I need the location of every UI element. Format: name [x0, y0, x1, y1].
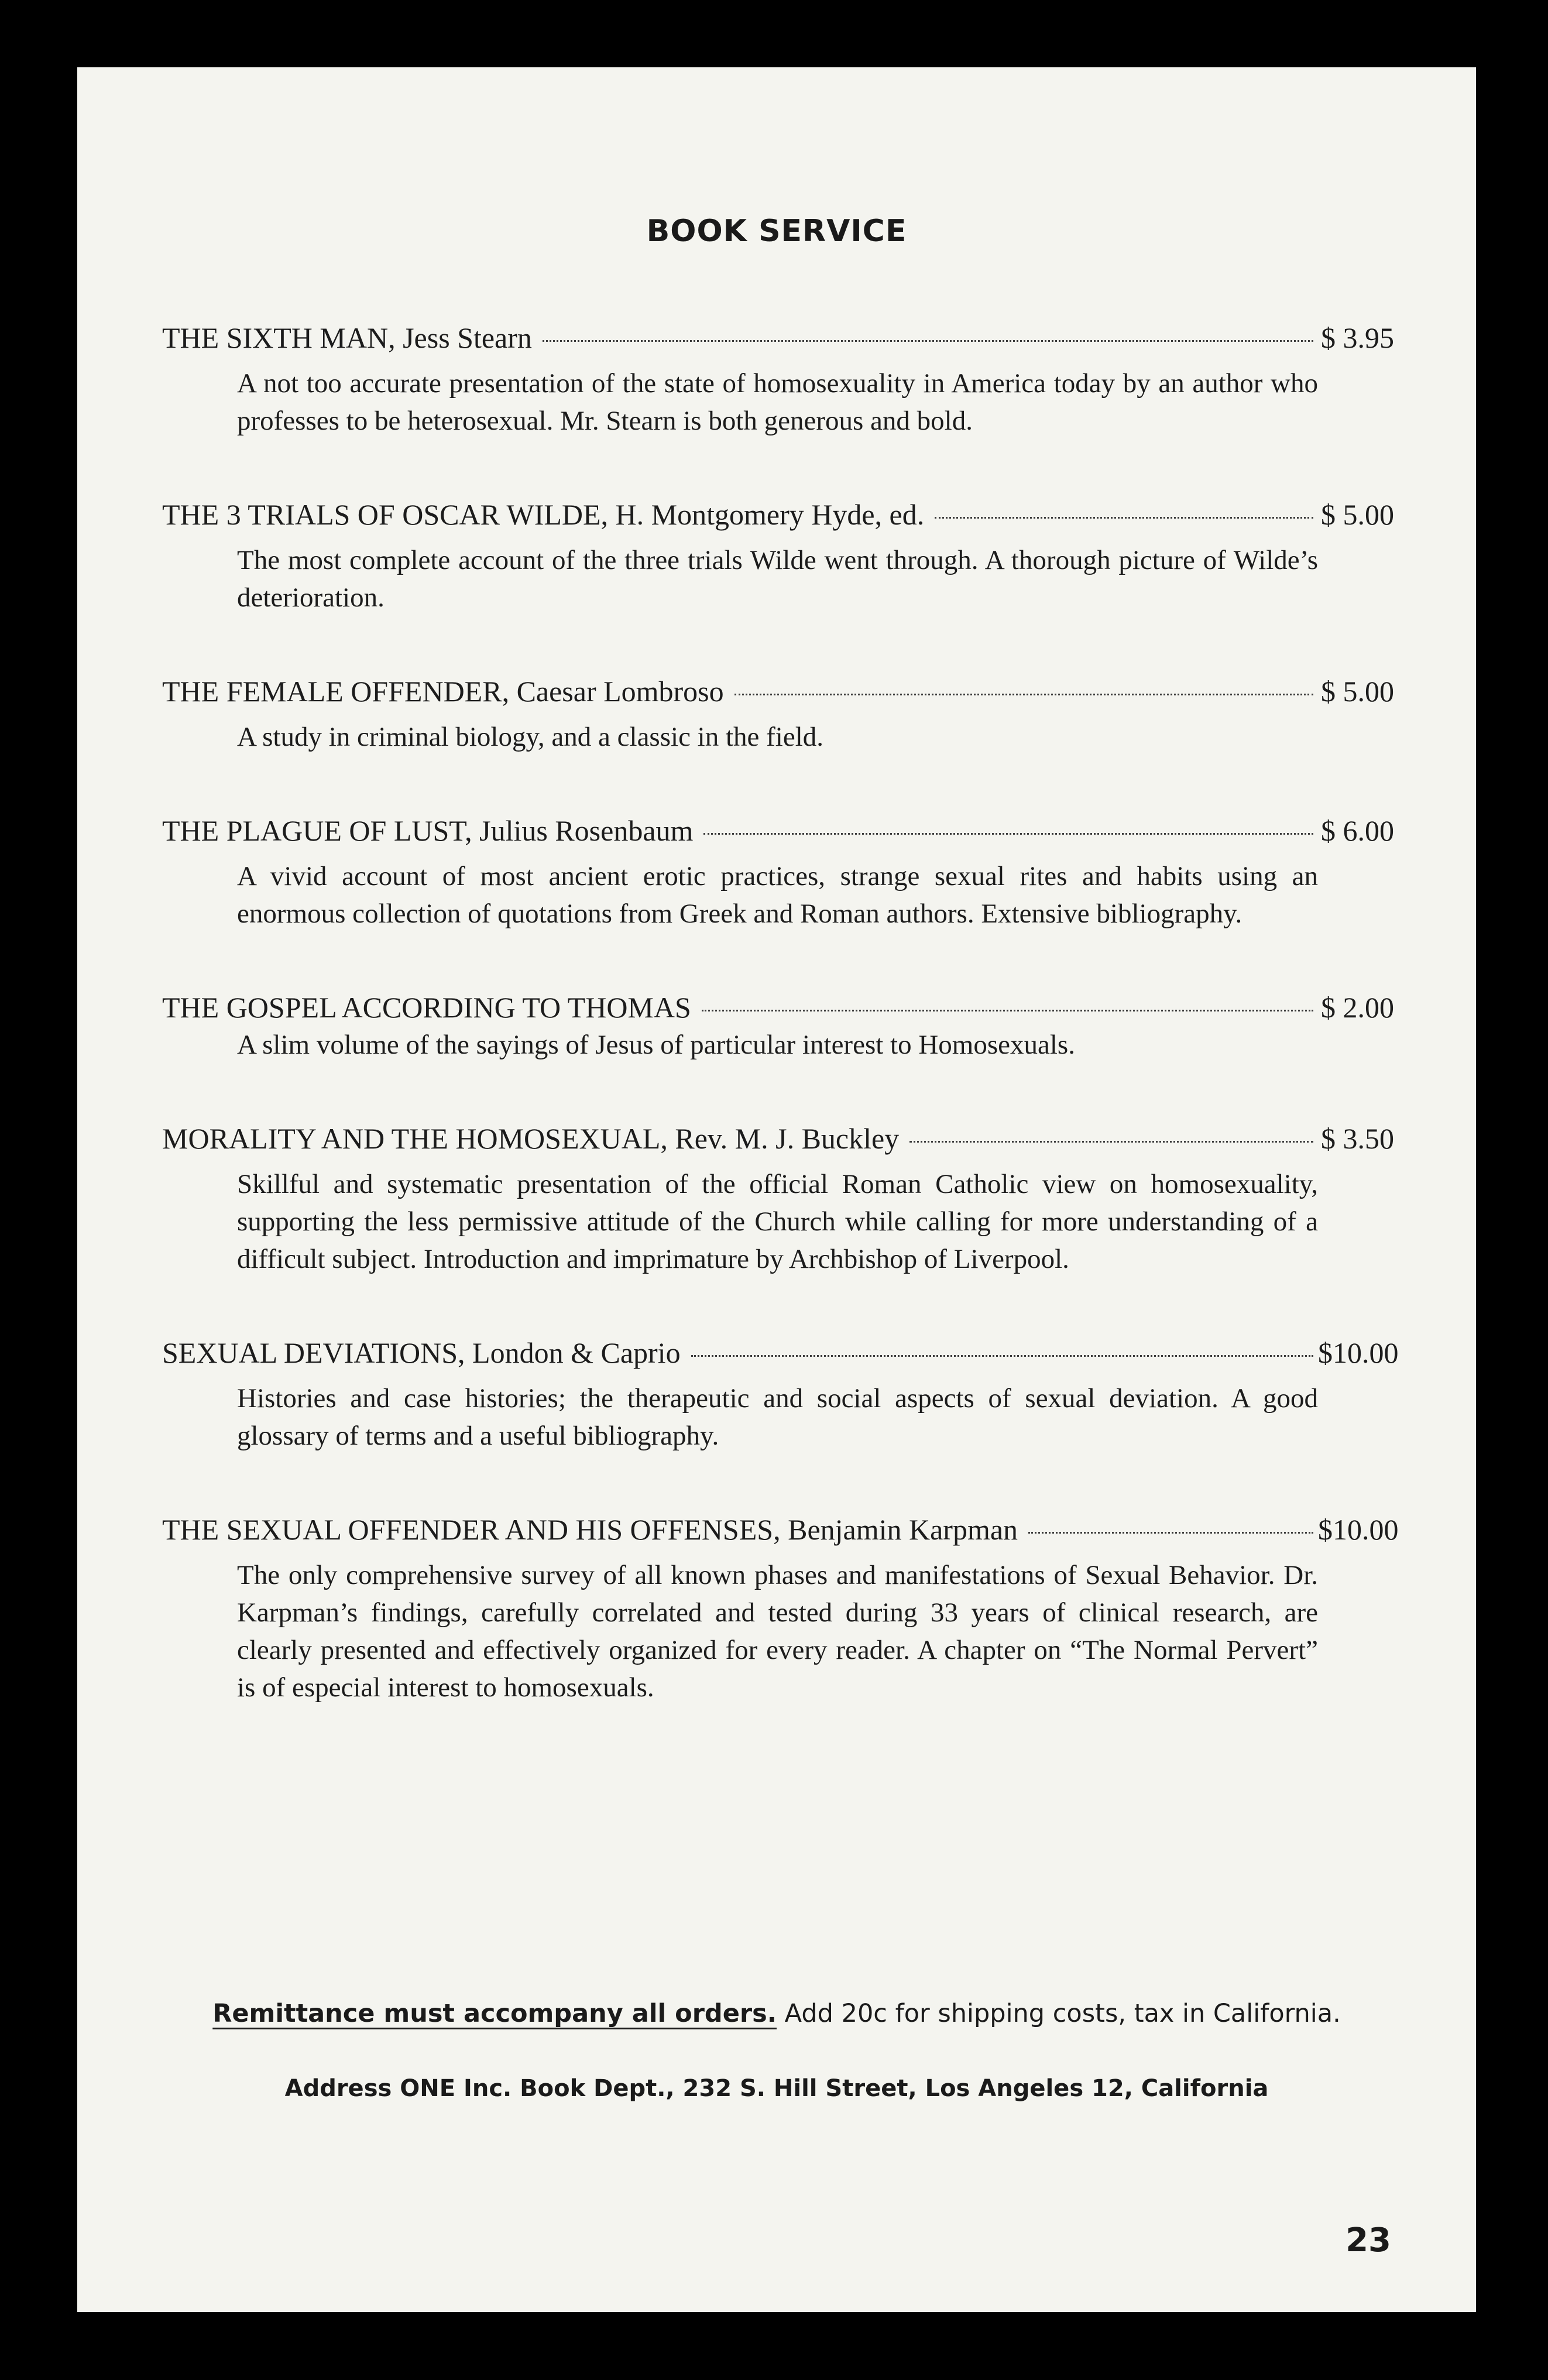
- page-heading: BOOK SERVICE: [646, 214, 907, 249]
- book-entry: [162, 989, 1394, 1064]
- book-price: $ 6.00: [1321, 814, 1394, 847]
- book-entry: [162, 673, 1394, 756]
- dot-leader: [691, 1355, 1313, 1357]
- book-title: THE GOSPEL ACCORDING TO THOMAS: [162, 991, 691, 1024]
- book-price: $ 2.00: [1321, 991, 1394, 1024]
- dot-leader: [909, 1141, 1313, 1143]
- book-line: [162, 496, 1394, 533]
- document-page: [77, 67, 1476, 2312]
- book-line: [162, 1334, 1399, 1371]
- dot-leader: [543, 340, 1313, 342]
- book-line: [162, 673, 1394, 710]
- book-line: [162, 989, 1394, 1026]
- dot-leader: [702, 1010, 1313, 1011]
- book-line: [162, 1511, 1399, 1548]
- dot-leader: [734, 694, 1313, 695]
- remittance-strong: Remittance must accompany all orders.: [212, 1999, 777, 2028]
- book-price: $ 3.50: [1321, 1122, 1394, 1155]
- book-price: $ 5.00: [1321, 675, 1394, 708]
- book-entry: [162, 1120, 1394, 1278]
- book-entry: [162, 1511, 1399, 1706]
- page-number: 23: [1346, 2221, 1391, 2259]
- book-price: $ 3.95: [1321, 321, 1394, 354]
- book-title: THE SEXUAL OFFENDER AND HIS OFFENSES, Benjamin Karpman: [162, 1513, 1018, 1546]
- book-title: THE FEMALE OFFENDER, Caesar Lombroso: [162, 675, 724, 708]
- book-title: THE 3 TRIALS OF OSCAR WILDE, H. Montgomery Hyde, ed.: [162, 498, 925, 531]
- book-entry: [162, 812, 1394, 932]
- dot-leader: [703, 833, 1313, 835]
- book-description: A not too accurate presentation of the state of homosexuality in America today by an author who professes to be heterosexual. Mr. Stearn is both generous and bold.: [237, 368, 1318, 436]
- book-entry: [162, 1334, 1399, 1455]
- book-description: A slim volume of the sayings of Jesus of particular interest to Homosexuals.: [237, 1030, 1075, 1060]
- mailing-address: Address ONE Inc. Book Dept., 232 S. Hill Street, Los Angeles 12, California: [284, 2075, 1269, 2102]
- remittance-rest: Add 20c for shipping costs, tax in California.: [777, 1999, 1341, 2028]
- book-price: $10.00: [1318, 1336, 1399, 1369]
- dot-leader: [935, 517, 1313, 519]
- remittance-note: [77, 1999, 1476, 2028]
- book-description: Skillful and systematic presentation of the official Roman Catholic view on homosexuality, supporting the less permissive attitude of the Church while calling for more understanding of a difficult subject. Introduction and imprimature by Archbishop of Liverpool.: [237, 1169, 1318, 1274]
- dot-leader: [1028, 1532, 1313, 1534]
- book-description: A vivid account of most ancient erotic practices, strange sexual rites and habits using an enormous collection of quotations from Greek and Roman authors. Extensive bibliography.: [237, 861, 1318, 929]
- book-description: A study in criminal biology, and a classic in the field.: [237, 722, 824, 752]
- book-line: [162, 319, 1394, 356]
- book-line: [162, 1120, 1394, 1157]
- book-description: The most complete account of the three trials Wilde went through. A thorough picture of Wilde’s deterioration.: [237, 545, 1318, 613]
- book-entry: [162, 319, 1394, 440]
- book-list: [162, 319, 1399, 1762]
- book-price: $ 5.00: [1321, 498, 1394, 531]
- book-line: [162, 812, 1394, 849]
- book-description: The only comprehensive survey of all known phases and manifestations of Sexual Behavior. Dr. Karpman’s findings, carefully correlated and tested during 33 years of clinical research, are clearly presented and effectively organized for every reader. A chapter on “The Normal Pervert” is of especial interest to homosexuals.: [237, 1560, 1318, 1703]
- book-title: MORALITY AND THE HOMOSEXUAL, Rev. M. J. Buckley: [162, 1122, 900, 1155]
- book-entry: [162, 496, 1394, 616]
- book-title: THE SIXTH MAN, Jess Stearn: [162, 321, 532, 354]
- book-title: THE PLAGUE OF LUST, Julius Rosenbaum: [162, 814, 694, 847]
- book-title: SEXUAL DEVIATIONS, London & Caprio: [162, 1336, 681, 1369]
- book-description: Histories and case histories; the therapeutic and social aspects of sexual deviation. A good glossary of terms and a useful bibliography.: [237, 1383, 1318, 1451]
- book-price: $10.00: [1318, 1513, 1399, 1546]
